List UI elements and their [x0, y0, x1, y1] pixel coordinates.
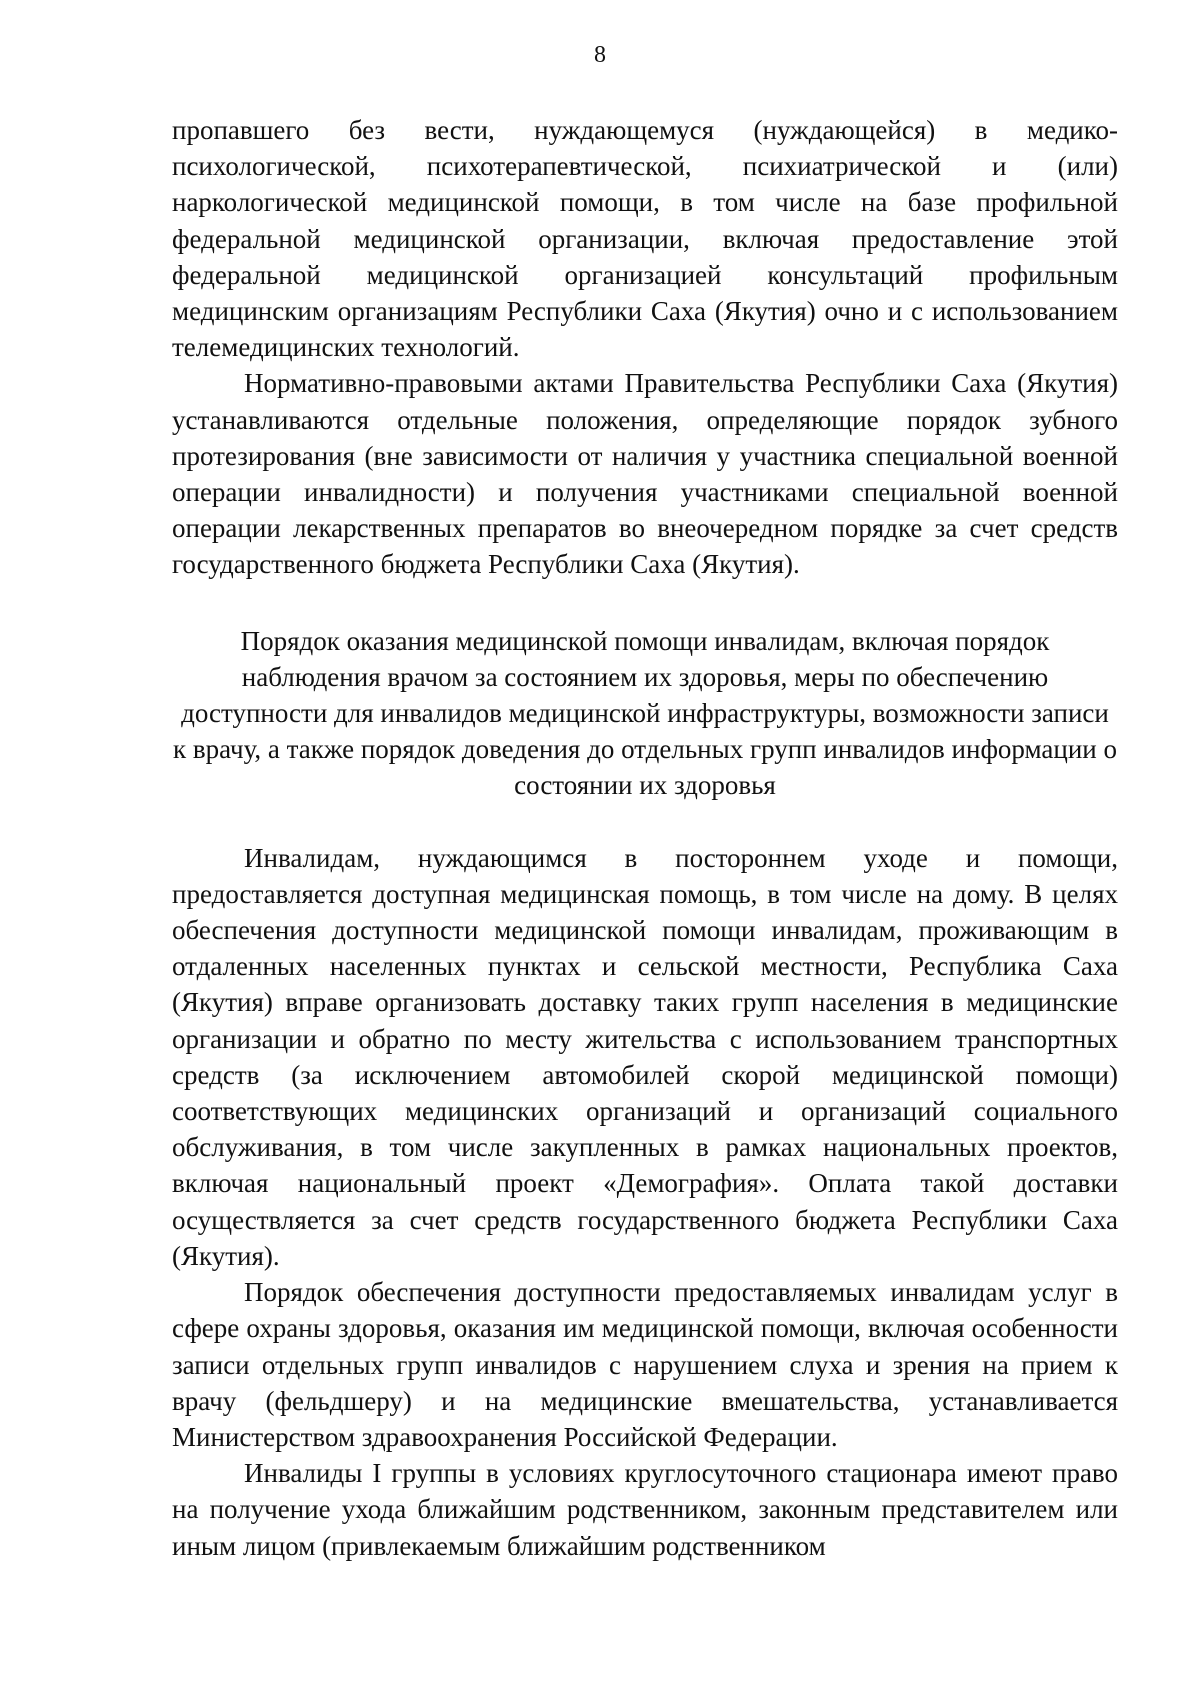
paragraph-group-one: Инвалиды I группы в условиях круглосуточного стационара имеют право на получение ухода ближайшим родственником, законным представителем или иным лицом (привлекаемым ближайшим родственником [172, 1458, 1118, 1561]
page-number: 8 [594, 42, 606, 68]
section-heading: Порядок оказания медицинской помощи инвалидам, включая порядок наблюдения врачом за состоянием их здоровья, меры по обеспечению доступности для инвалидов медицинской инфраструктуры, возможности записи к врачу, а также порядок доведения до отдельных групп инвалидов информации о состоянии их здоровья [172, 625, 1118, 801]
paragraph-regulations: Нормативно-правовыми актами Правительства Республики Саха (Якутия) устанавливаются отдельные положения, определяющие порядок зубного протезирования (вне зависимости от наличия у участника специальной военной операции инвалидности) и получения участниками специальной военной операции лекарственных препаратов во внеочередном порядке за счет средств государственного бюджета Республики Саха (Якутия). [172, 368, 1118, 580]
paragraph-accessibility: Порядок обеспечения доступности предоставляемых инвалидам услуг в сфере охраны здоровья, оказания им медицинской помощи, включая особенности записи отдельных групп инвалидов с нарушением слуха и зрения на прием к врачу (фельдшеру) и на медицинские вмешательства, устанавливается Министерством здравоохранения Российской Федерации. [172, 1277, 1118, 1452]
document-body [172, 112, 1118, 1564]
paragraph-home-care: Инвалидам, нуждающимся в постороннем уходе и помощи, предоставляется доступная медицинская помощь, в том числе на дому. В целях обеспечения доступности медицинской помощи инвалидам, проживающим в отдаленных населенных пунктах и сельской местности, Республика Саха (Якутия) вправе организовать доставку таких групп населения в медицинские организации и обратно по месту жительства с использованием транспортных средств (за исключением автомобилей скорой медицинской помощи) соответствующих медицинских организаций и организаций социального обслуживания, в том числе закупленных в рамках национальных проектов, включая национальный проект «Демография». Оплата такой доставки осуществляется за счет средств государственного бюджета Республики Саха (Якутия). [172, 842, 1118, 1271]
paragraph-continuation: пропавшего без вести, нуждающемуся (нуждающейся) в медико-психологической, психотерапевтической, психиатрической и (или) наркологической медицинской помощи, в том числе на базе профильной федеральной медицинской организации, включая предоставление этой федеральной медицинской организацией консультаций профильным медицинским организациям Республики Саха (Якутия) очно и с использованием телемедицинских технологий. [172, 115, 1118, 363]
